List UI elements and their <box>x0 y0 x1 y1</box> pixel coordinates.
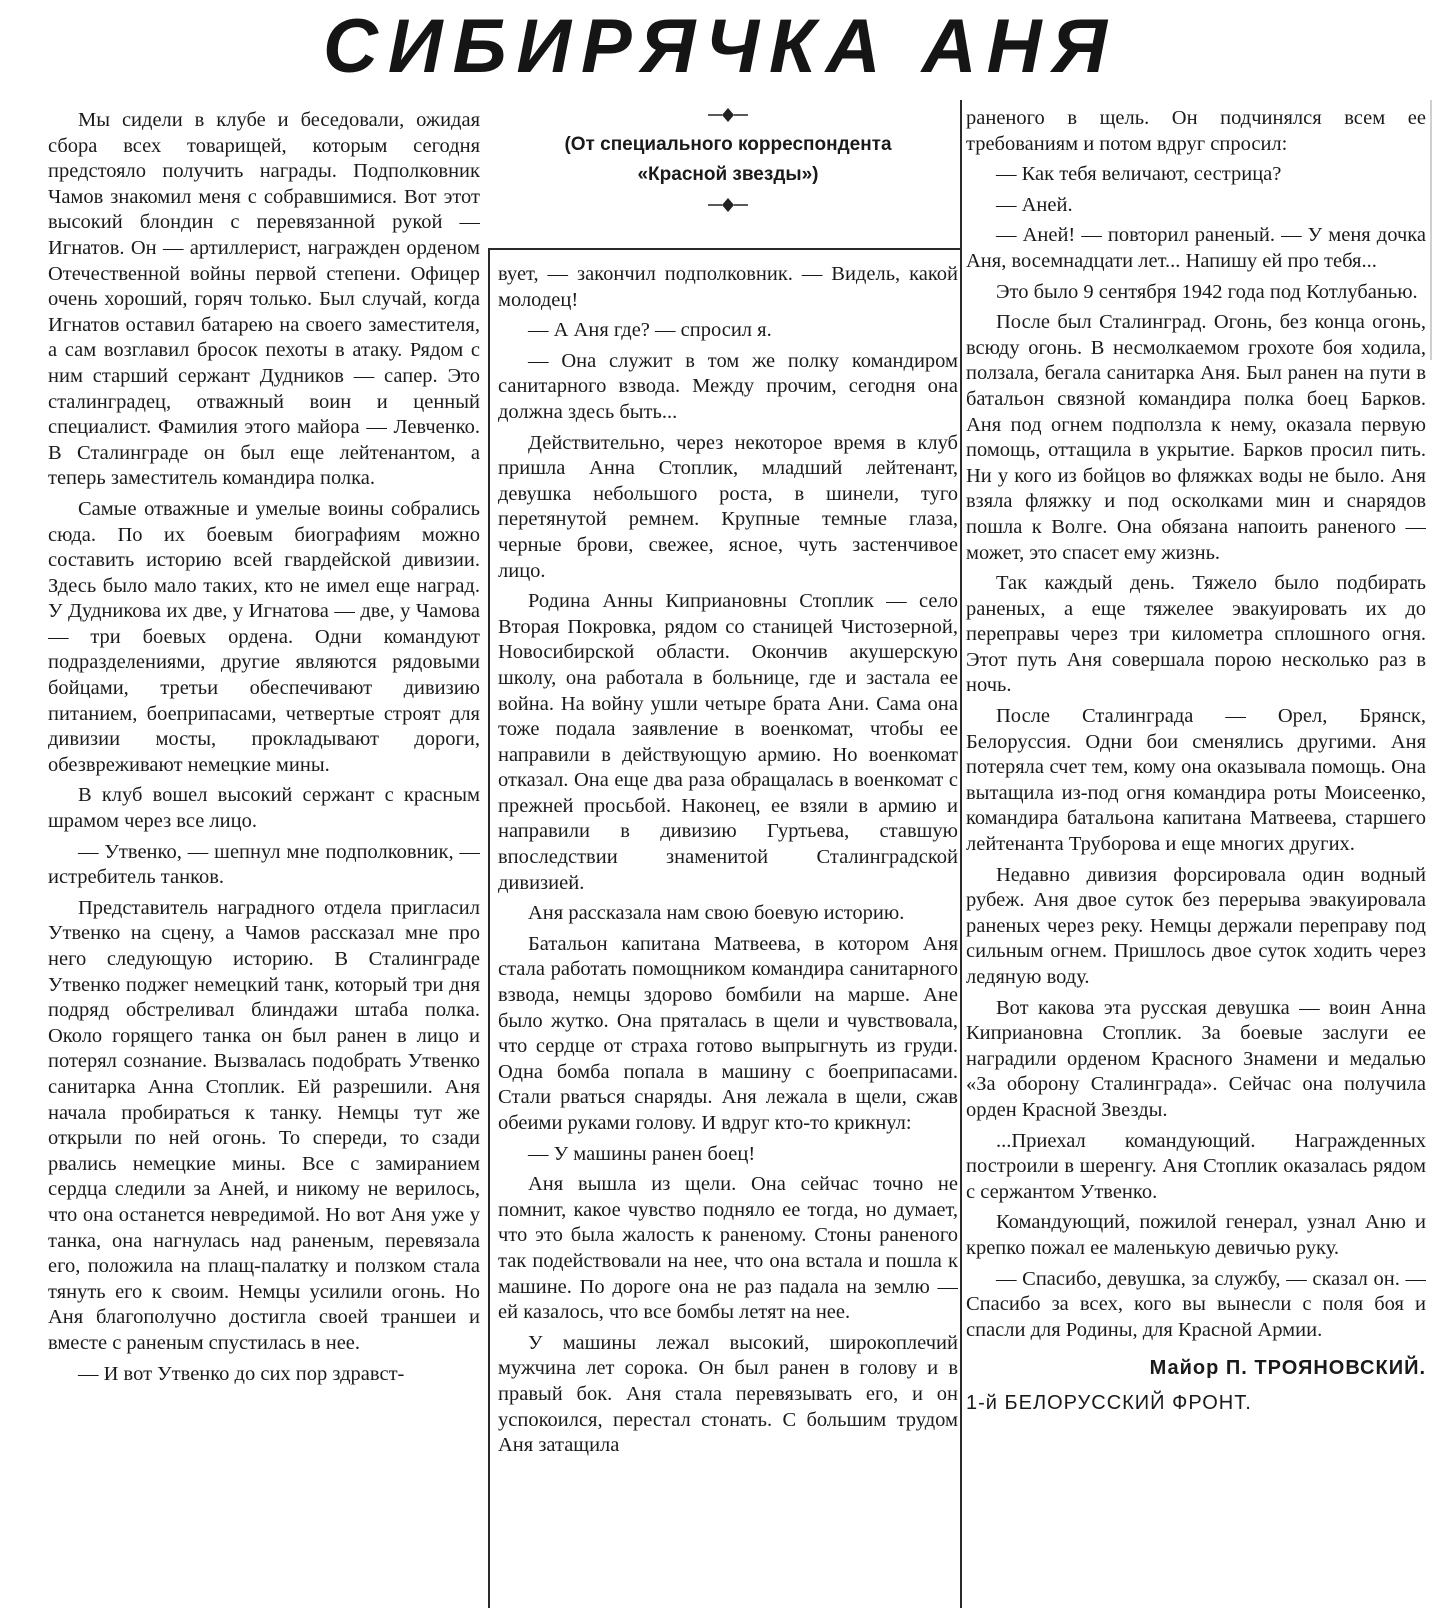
paragraph: — А Аня где? — спросил я. <box>528 319 772 342</box>
paragraph: — И вот Утвенко до сих пор здравст- <box>78 1362 405 1385</box>
paragraph: Аня рассказала нам свою боевую историю. <box>528 902 905 925</box>
paragraph: Представитель наградного отдела пригласил Утвенко на сцену, а Чамов рассказал мне про него следующую историю. В Сталинграде Утвенко поджег немецкий танк, который три дня подряд обстреливал блиндажи штаба полка. Около горящего танка он был ранен в лицо и потерял сознание. Вызвалась подобрать Утвенко санитарка Анна Стоплик. Ей разрешили. Аня начала пробираться к танку. Немцы тут же открыли по ней огонь. То спереди, то сзади рвались немецкие мины. Все с замиранием сердца следили за Аней, и никому не верилось, что она останется невредимой. Но вот Аня уже у танка, она нагнулась над раненым, перевязала его, положила на плащ-палатку и ползком стала тянуть его к своим. Немцы усилили огонь. Но Аня благополучно достигла своей траншеи и вместе с раненым спустилась в нее. <box>48 896 480 1354</box>
paragraph: Самые отважные и умелые воины собрались сюда. По их боевым биографиям можно составить историю всей гвардейской дивизии. Здесь было мало таких, кто не имел еще наград. У Дудникова их две, у Игнатова — две, у Чамова — три боевых ордена. Одни командуют подразделениями, другие являются рядовыми бойцами, третьи обеспечивают дивизию питанием, боеприпасами, четвертые строят для дивизии мосты, прокладывают дороги, обезвреживают немецкие мины. <box>48 497 480 776</box>
page-edge <box>1430 100 1443 360</box>
paragraph-continued: вует, — закончил подполковник. — Видель, какой молодец! <box>498 263 958 311</box>
paragraph: — Она служит в том же полку командиром санитарного взвода. Между прочим, сегодня она должна здесь быть... <box>498 349 958 423</box>
paragraph: Это было 9 сентября 1942 года под Котлубанью. <box>996 280 1418 303</box>
paragraph: Батальон капитана Матвеева, в котором Аня стала работать помощником командира санитарного взвода, немцы здорово бомбили на марше. Ане было жутко. Она пряталась в щели и чувствовала, что сердце от страха готово выпрыгнуть из груди. Одна бомба попала в машину с боеприпасами. Стали рваться снаряды. Аня лежала в щели, сжав обеими руками голову. И вдруг кто-то крикнул: <box>498 932 958 1134</box>
article-column-1 <box>48 108 480 1608</box>
paragraph: ...Приехал командующий. Награжденных построили в шеренгу. Аня Стоплик оказалась рядом с сержантом Утвенко. <box>966 1129 1426 1203</box>
paragraph: Аня вышла из щели. Она сейчас точно не помнит, какое чувство подняло ее тогда, но думает, что это была жалость к раненому. Стоны раненого так подействовали на нее, что она встала и пошла к машине. По дороге она не раз падала на землю — ей казалось, что все бомбы летят на нее. <box>498 1173 958 1324</box>
paragraph: Действительно, через некоторое время в клуб пришла Анна Стоплик, младший лейтенант, девушка небольшого роста, в шинели, туго перетянутой ремнем. Крупные темные глаза, черные брови, свежее, ясное, чуть застенчивое лицо. <box>498 431 958 582</box>
paragraph: Так каждый день. Тяжело было подбирать раненых, а еще тяжелее эвакуировать их до переправы через три километра сплошного огня. Этот путь Аня совершала порою несколько раз в ночь. <box>966 572 1426 697</box>
byline-line-2: «Красной звезды») <box>637 164 819 185</box>
column-divider-left <box>488 248 490 1608</box>
paragraph: После Сталинграда — Орел, Брянск, Белоруссия. Одни бои сменялись другими. Аня потеряла счет тем, кому она оказывала помощь. Она вытащила из-под огня командира роты Моисеенко, командира батальона капитана Матвеева, старшего лейтенанта Труборова и еще многих других. <box>966 705 1426 856</box>
paragraph: Недавно дивизия форсировала один водный рубеж. Аня двое суток без перерыва эвакуировала раненых через реку. Немцы держали переправу под сильным огнем. Пришлось двое суток ходить через ледяную воду. <box>966 863 1426 988</box>
paragraph: — Как тебя величают, сестрица? <box>996 163 1282 186</box>
paragraph: Мы сидели в клубе и беседовали, ожидая сбора всех товарищей, которым сегодня предстояло получить награды. Подполковник Чамов знакомил меня с собравшимися. Вот этот высокий блондин с перевязанной рукой — Игнатов. Он — артиллерист, награжден орденом Отечественной войны первой степени. Офицер очень хороший, горяч только. Был случай, когда Игнатов оставил батарею на своего заместителя, а сам возглавил бросок пехоты в атаку. Рядом с ним старший сержант Дудников — сапер. Это сталинградец, отважный воин и ценный специалист. Фамилия этого майора — Левченко. В Сталинграде он был еще лейтенантом, а теперь заместитель командира полка. <box>48 109 480 490</box>
byline-divider <box>488 248 962 250</box>
byline-line-1: (От специального корреспондента <box>564 134 892 155</box>
column-divider-right <box>960 100 962 1608</box>
paragraph: У машины лежал высокий, широкоплечий мужчина лет сорока. Он был ранен в голову и в правый бок. Аня стала перевязывать его, и он успокоился, перестал стонать. С большим трудом Аня затащила <box>498 1331 958 1457</box>
paragraph: В клуб вошел высокий сержант с красным шрамом через все лицо. <box>48 784 480 833</box>
diamond-ornament-icon <box>708 196 748 214</box>
paragraph: — Утвенко, — шепнул мне подполковник, — истребитель танков. <box>48 840 480 889</box>
paragraph: — Спасибо, девушка, за службу, — сказал он. — Спасибо за всех, кого вы вынесли с поля боя и спасли для Родины, для Красной Армии. <box>966 1267 1426 1341</box>
paragraph-continued: раненого в щель. Он подчинялся всем ее требованиям и потом вдруг спросил: <box>966 107 1426 155</box>
author-signature: Майор П. ТРОЯНОВСКИЙ. <box>1149 1357 1426 1380</box>
byline-block <box>498 100 958 240</box>
article-column-2 <box>498 262 958 1608</box>
paragraph: После был Сталинград. Огонь, без конца огонь, всюду огонь. В несмолкаемом грохоте боя ходила, ползала, бегала санитарка Аня. Был ранен на пути в батальон связной командира полка боец Барков. Аня под огнем подползла к нему, оказала первую помощь, оттащила в укрытие. Барков просил пить. Ни у кого из бойцов во фляжках воды не было. Аня взяла фляжку и под осколками мин и снарядов пошла к Волге. Она обязана напоить раненого — может, это спасет ему жизнь. <box>966 311 1426 564</box>
paragraph: Командующий, пожилой генерал, узнал Аню и крепко пожал ее маленькую девичью руку. <box>966 1211 1426 1259</box>
diamond-ornament-icon <box>708 106 748 124</box>
article-column-3 <box>966 106 1426 1608</box>
paragraph: — Аней! — повторил раненый. — У меня дочка Аня, восемнадцати лет... Напишу ей про тебя... <box>966 224 1426 272</box>
paragraph: Вот какова эта русская девушка — воин Анна Киприановна Стоплик. За боевые заслуги ее наградили орденом Красного Знамени и медалью «За оборону Сталинграда». Сейчас она получила орден Красной Звезды. <box>966 996 1426 1121</box>
article-title: СИБИРЯЧКА АНЯ <box>323 4 1117 89</box>
paragraph: Родина Анны Киприановны Стоплик — село Вторая Покровка, рядом со станицей Чистозерной, Новосибирской области. Окончив акушерскую школу, она работала в больнице, где и застала ее война. На войну ушли четыре брата Ани. Сама она тоже подала заявление в военкомат, чтобы ее направили в действующую армию. Но военкомат отказал. Она еще два раза обращалась в военкомат с прежней просьбой. Наконец, ее взяли в армию и направили в дивизию Гуртьева, ставшую впоследствии знаменитой Сталинградской дивизией. <box>498 590 958 894</box>
paragraph: — У машины ранен боец! <box>528 1142 756 1165</box>
paragraph: — Аней. <box>996 193 1073 216</box>
author-location: 1-й БЕЛОРУССКИЙ ФРОНТ. <box>966 1392 1252 1415</box>
